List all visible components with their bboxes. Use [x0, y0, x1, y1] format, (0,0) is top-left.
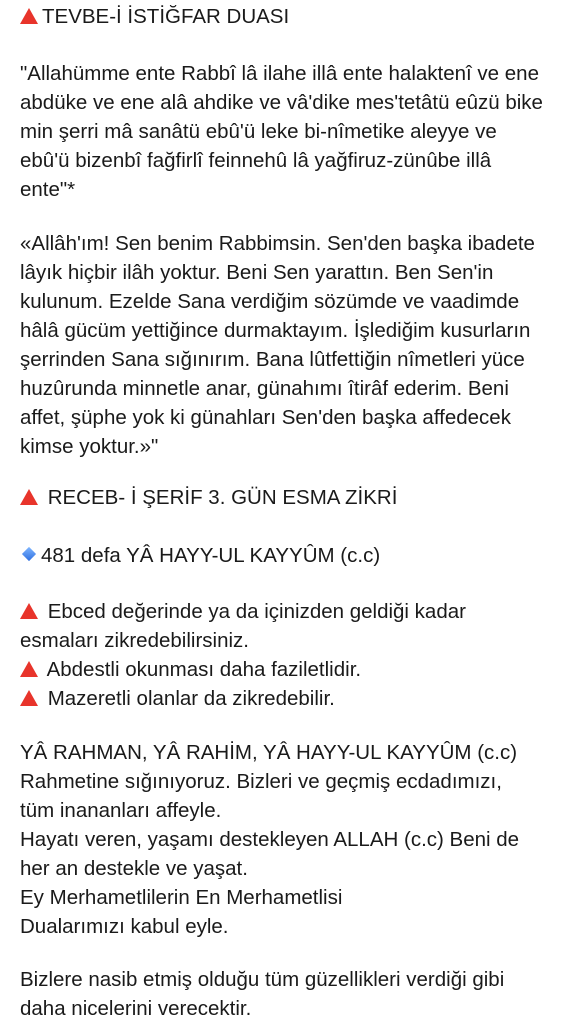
text-line: min şerri mâ sanâtü ebû'ü leke bi-nîmetike aleyye ve: [20, 120, 497, 143]
text-line: YÂ RAHMAN, YÂ RAHİM, YÂ HAYY-UL KAYYÛM (c.c): [20, 741, 518, 764]
text-line: Bizlere nasib etmiş olduğu tüm güzellikleri verdiği gibi: [20, 968, 505, 991]
red-triangle-icon: [20, 661, 38, 677]
red-triangle-icon: [20, 8, 38, 24]
note-item: [20, 655, 466, 684]
text-line: tüm inananları affeyle.: [20, 799, 222, 822]
text-line: huzûrunda minnetle anar, günahımı îtirâf ederim. Beni: [20, 377, 509, 400]
prayer-block: [20, 738, 519, 941]
arabic-text-block: [20, 59, 543, 204]
text-line: Rahmetine sığınıyoruz. Bizleri ve geçmiş ecdadımızı,: [20, 770, 502, 793]
text-line: hâlâ gücüm yettiğince durmaktayım. İşlediğim kusurların: [20, 319, 531, 342]
notes-block: [20, 597, 466, 713]
text-line: Dualarımızı kabul eyle.: [20, 915, 229, 938]
text-line: Hayatı veren, yaşamı destekleyen ALLAH (c.c) Beni de: [20, 828, 520, 851]
text-line: ente"*: [20, 178, 76, 201]
text-line: Ey Merhametlilerin En Merhametlisi: [20, 886, 343, 909]
meaning-text-block: [20, 229, 535, 461]
text-line: kulunum. Ezelde Sana verdiğim sözümde ve vaadimde: [20, 290, 520, 313]
red-triangle-icon: [20, 603, 38, 619]
text-line: affet, şüphe yok ki günahları Sen'den başka affedecek: [20, 406, 511, 429]
note-item: [20, 597, 466, 626]
text-line: daha nicelerini verecektir.: [20, 997, 252, 1020]
prayer-title: [20, 2, 289, 31]
section-heading-text: RECEB- İ ŞERİF 3. GÜN ESMA ZİKRİ: [47, 486, 398, 509]
note-continuation: esmaları zikredebilirsiniz.: [20, 629, 249, 652]
note-text: Ebced değerinde ya da içinizden geldiği kadar: [47, 600, 466, 623]
text-line: her an destekle ve yaşat.: [20, 857, 248, 880]
closing-block: [20, 965, 504, 1023]
text-line: «Allâh'ım! Sen benim Rabbimsin. Sen'den başka ibadete: [20, 232, 535, 255]
zikr-line-text: 481 defa YÂ HAYY-UL KAYYÛM (c.c): [41, 544, 381, 567]
text-line: ebû'ü bizenbî fağfirlî feinnehû lâ yağfiruz-zünûbe illâ: [20, 149, 492, 172]
note-text: Abdestli okunması daha faziletlidir.: [46, 658, 362, 681]
red-triangle-icon: [20, 489, 38, 505]
prayer-title-text: TEVBE-İ İSTİĞFAR DUASI: [42, 5, 290, 28]
text-line: "Allahümme ente Rabbî lâ ilahe illâ ente halaktenî ve ene: [20, 62, 539, 85]
note-text: Mazeretli olanlar da zikredebilir.: [47, 687, 335, 710]
text-line: kimse yoktur.»": [20, 435, 159, 458]
text-line: abdüke ve ene alâ ahdike ve vâ'dike mes'tetâtü eûzü bike: [20, 91, 543, 114]
red-triangle-icon: [20, 690, 38, 706]
zikr-line: [20, 541, 380, 570]
section-heading: [20, 483, 397, 512]
note-item: [20, 684, 466, 713]
blue-diamond-icon: [22, 547, 36, 561]
text-line: lâyık hiçbir ilâh yoktur. Beni Sen yarattın. Ben Sen'in: [20, 261, 494, 284]
text-line: şerrinden Sana sığınırım. Bana lûtfettiğin nîmetleri yüce: [20, 348, 525, 371]
